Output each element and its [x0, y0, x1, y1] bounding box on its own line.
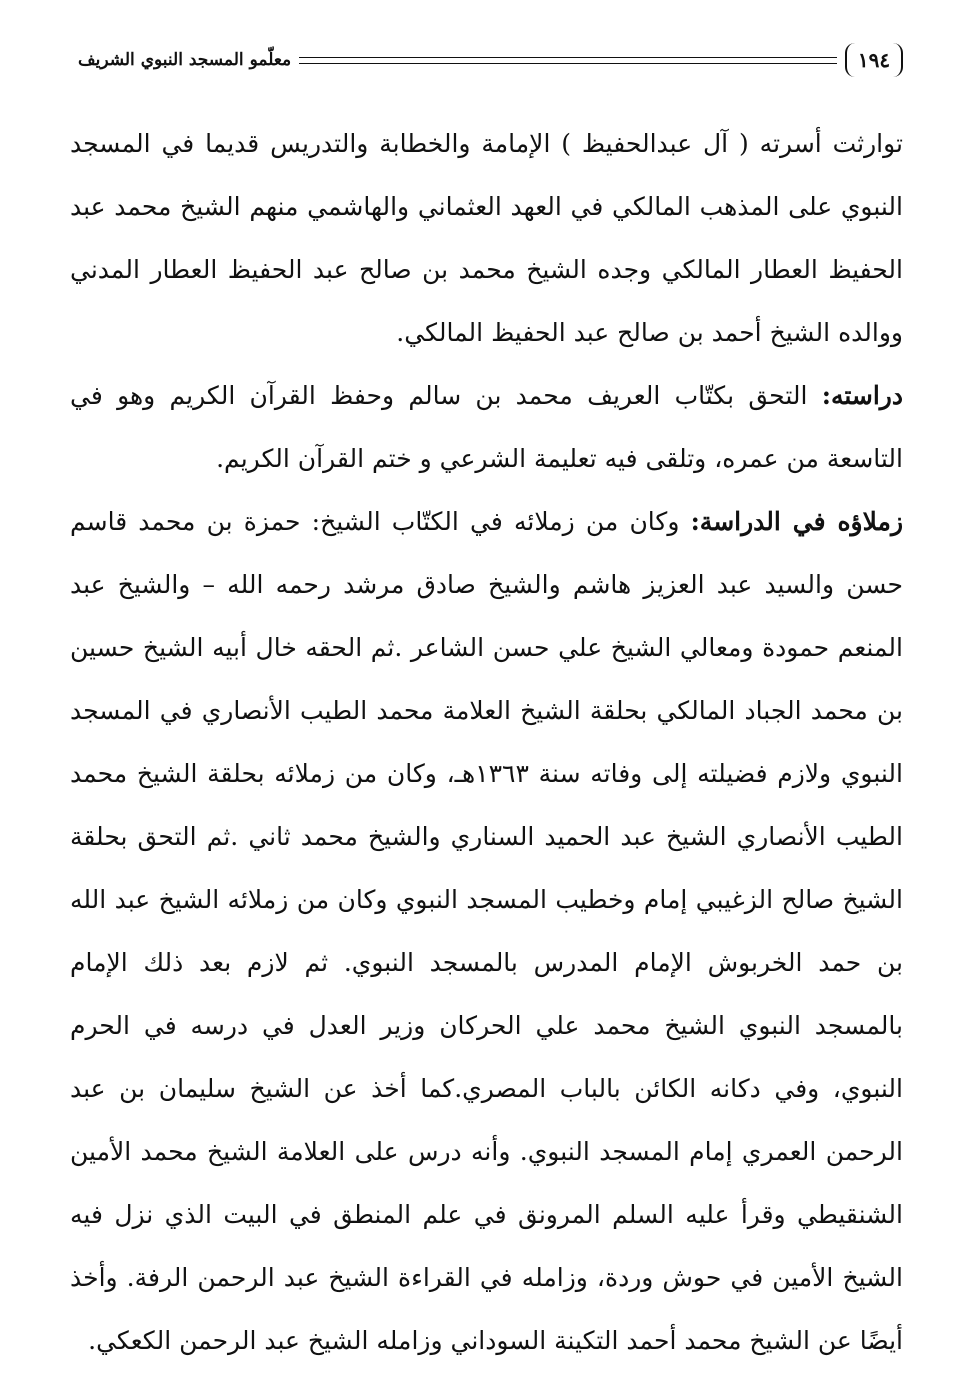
- running-title: معلّمو المسجد النبوي الشريف: [78, 50, 292, 70]
- paragraph-text: توارثت أسرته ( آل عبدالحفيظ ) الإمامة والخطابة والتدريس قديما في المسجد النبوي على المذهب المالكي في العهد العثماني والهاشمي منهم الشيخ محمد عبد الحفيظ العطار المالكي وجده الشيخ محمد بن صالح عبد الحفيظ العطار المدني ووالده الشيخ أحمد بن صالح عبد الحفيظ المالكي.: [70, 129, 903, 347]
- paragraph-text: التحق بكتّاب العريف محمد بن سالم وحفظ القرآن الكريم وهو في التاسعة من عمره، وتلقى فيه تعليمة الشرعي و ختم القرآن الكريم.: [70, 381, 903, 473]
- paragraph-family: [70, 112, 903, 364]
- paragraph-text: وكان من زملائه في الكتّاب الشيخ: حمزة بن محمد قاسم حسن والسيد عبد العزيز هاشم والشيخ صادق مرشد رحمه الله – والشيخ عبد المنعم حمودة ومعالي الشيخ علي حسن الشاعر .ثم الحقه خال أبيه الشيخ حسين بن محمد الجباد المالكي بحلقة الشيخ العلامة محمد الطيب الأنصاري في المسجد النبوي ولازم فضيلته إلى وفاته سنة ١٣٦٣هـ، وكان من زملائه بحلقة الشيخ محمد الطيب الأنصاري الشيخ عبد الحميد السناري والشيخ محمد ثاني .ثم التحق بحلقة الشيخ صالح الزغيبي إمام وخطيب المسجد النبوي وكان من زملائه الشيخ عبد الله بن حمد الخربوش الإمام المدرس بالمسجد النبوي. ثم لازم بعد ذلك الإمام بالمسجد النبوي الشيخ محمد علي الحركان وزير العدل في درسه في الحرم النبوي، وفي دكانه الكائن بالباب المصري.كما أخذ عن الشيخ سليمان بن عبد الرحمن العمري إمام المسجد النبوي. وأنه درس على العلامة الشيخ محمد الأمين الشنقيطي وقرأ عليه السلم المرونق في علم المنطق في البيت الذي نزل فيه الشيخ الأمين في حوش وردة، وزامله في القراءة الشيخ عبد الرحمن الرفة. وأخذ أيضًا عن الشيخ محمد أحمد التكينة السوداني وزامله الشيخ عبد الرحمن الكعكي.: [70, 507, 903, 1355]
- paragraph-classmates: [70, 490, 903, 1372]
- page-body: [70, 112, 903, 1372]
- header-rule: [299, 57, 837, 64]
- page-number: ١٩٤: [845, 43, 903, 77]
- paragraph-lead: زملاؤه في الدراسة:: [690, 507, 904, 536]
- paragraph-study: [70, 364, 903, 490]
- paragraph-lead: دراسته:: [821, 381, 903, 410]
- page-header: [78, 38, 903, 82]
